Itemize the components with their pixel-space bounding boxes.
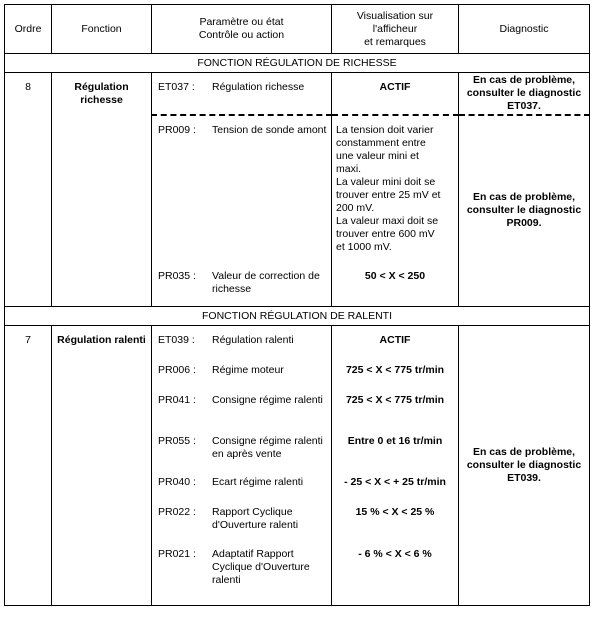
value-text: - 25 < X < + 25 tr/min bbox=[344, 476, 446, 488]
param-code: PR006 : bbox=[158, 364, 196, 376]
param-label: Rapport Cyclique d'Ouverture ralenti bbox=[212, 506, 299, 531]
value-text: 725 < X < 775 tr/min bbox=[345, 394, 445, 406]
param-code: PR021 : bbox=[158, 548, 196, 560]
section-title-row bbox=[5, 54, 590, 73]
diagnostic-cell: En cas de problème, consulter le diagnostic PR009. bbox=[459, 115, 590, 307]
parametre-cell bbox=[152, 326, 332, 606]
value-line: une valeur mini et bbox=[336, 149, 419, 162]
diagnostic-table bbox=[4, 4, 590, 606]
header-visualisation: Visualisation sur l'afficheur et remarques bbox=[332, 5, 459, 54]
fonction-cell: Régulation ralenti bbox=[52, 326, 152, 606]
param-label: Régulation richesse bbox=[212, 81, 305, 93]
param-code: PR022 : bbox=[158, 506, 196, 518]
value-line: La valeur maxi doit se bbox=[336, 214, 439, 227]
param-code: PR035 : bbox=[158, 269, 196, 282]
param-label: Adaptatif Rapport Cyclique d'Ouverture ralenti bbox=[212, 548, 310, 586]
value-cell bbox=[332, 115, 459, 307]
value-text: 15 % < X < 25 % bbox=[355, 506, 435, 518]
param-code: ET039 : bbox=[158, 334, 195, 346]
header-row bbox=[5, 5, 590, 54]
param-label: Ecart régime ralenti bbox=[212, 476, 304, 488]
param-code: PR041 : bbox=[158, 394, 196, 406]
param-label: Consigne régime ralenti en après vente bbox=[212, 435, 323, 460]
header-fonction: Fonction bbox=[52, 5, 152, 54]
diagnostic-cell: En cas de problème, consulter le diagnostic ET037. bbox=[459, 73, 590, 115]
value-line: trouver entre 25 mV et bbox=[336, 188, 441, 201]
value-line: 200 mV. bbox=[336, 201, 375, 214]
value-line: constamment entre bbox=[336, 136, 426, 149]
ordre-cell: 7 bbox=[5, 326, 52, 606]
header-diagnostic: Diagnostic bbox=[459, 5, 590, 54]
diagnostic-cell: En cas de problème, consulter le diagnostic ET039. bbox=[459, 326, 590, 606]
value-line: et 1000 mV. bbox=[336, 240, 392, 253]
value-line: trouver entre 600 mV bbox=[336, 227, 435, 240]
value-text: Entre 0 et 16 tr/min bbox=[347, 435, 443, 447]
section-title: FONCTION RÉGULATION DE RALENTI bbox=[5, 307, 590, 326]
value-text: - 6 % < X < 6 % bbox=[358, 548, 432, 560]
value-line: La tension doit varier bbox=[336, 123, 434, 136]
param-code: PR055 : bbox=[158, 435, 196, 447]
table-row bbox=[5, 73, 590, 115]
ordre-cell: 8 bbox=[5, 73, 52, 307]
value-text: 50 < X < 250 bbox=[364, 269, 426, 282]
value-line: maxi. bbox=[336, 162, 362, 175]
param-label: Valeur de correction de richesse bbox=[212, 269, 320, 295]
header-ordre: Ordre bbox=[5, 5, 52, 54]
param-label: Consigne régime ralenti bbox=[212, 394, 323, 406]
param-code: ET037 : bbox=[158, 81, 195, 93]
value-text: ACTIF bbox=[379, 334, 411, 346]
param-code: PR040 : bbox=[158, 476, 196, 488]
table-row bbox=[5, 326, 590, 606]
param-label: Régulation ralenti bbox=[212, 334, 294, 346]
header-parametre: Paramètre ou état Contrôle ou action bbox=[152, 5, 332, 54]
parametre-cell bbox=[152, 115, 332, 307]
param-label: Régime moteur bbox=[212, 364, 284, 376]
value-line: La valeur mini doit se bbox=[336, 175, 436, 188]
value-cell bbox=[332, 326, 459, 606]
value-cell: ACTIF bbox=[332, 73, 459, 115]
section-title-row bbox=[5, 307, 590, 326]
param-code: PR009 : bbox=[158, 123, 196, 136]
value-text: 725 < X < 775 tr/min bbox=[345, 364, 445, 376]
parametre-cell bbox=[152, 73, 332, 115]
fonction-cell: Régulation richesse bbox=[52, 73, 152, 307]
param-label: Tension de sonde amont bbox=[212, 123, 327, 136]
section-title: FONCTION RÉGULATION DE RICHESSE bbox=[5, 54, 590, 73]
